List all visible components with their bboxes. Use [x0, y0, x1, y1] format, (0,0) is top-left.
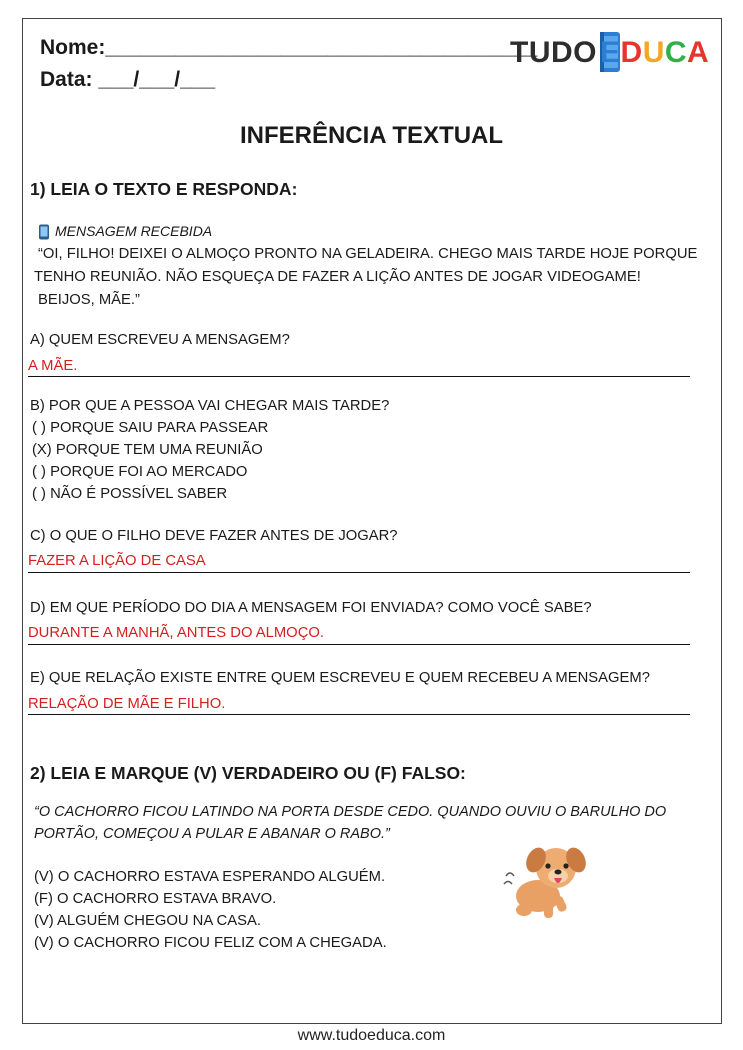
question-d: D) EM QUE PERÍODO DO DIA A MENSAGEM FOI ENVIADA? COMO VOCÊ SABE?: [30, 600, 592, 616]
logo-letter-d: D: [620, 36, 643, 69]
page-title: INFERÊNCIA TEXTUAL: [239, 122, 504, 149]
answer-line-e: [28, 714, 690, 715]
quote-line-1: “O CACHORRO FICOU LATINDO NA PORTA DESDE CEDO. QUANDO OUVIU O BARULHO DO: [34, 804, 667, 820]
message-line-3: BEIJOS, MÃE.”: [38, 292, 140, 308]
logo-letter-c: C: [664, 36, 688, 69]
message-line-1: “OI, FILHO! DEIXEI O ALMOÇO PRONTO NA GELADEIRA. CHEGO MAIS TARDE HOJE PORQUE: [38, 246, 698, 262]
message-label: MENSAGEM RECEBIDA: [55, 223, 213, 239]
logo-letter-e: E: [600, 36, 621, 69]
option-b-4: ( ) NÃO É POSSÍVEL SABER: [32, 486, 228, 502]
question-a: A) QUEM ESCREVEU A MENSAGEM?: [30, 332, 290, 348]
question-b: B) POR QUE A PESSOA VAI CHEGAR MAIS TARDE?: [30, 398, 390, 414]
puppy-illustration: [500, 840, 596, 924]
answer-c: FAZER A LIÇÃO DE CASA: [28, 553, 206, 569]
answer-a: A MÃE.: [28, 358, 78, 374]
question-c: C) O QUE O FILHO DEVE FAZER ANTES DE JOGAR?: [30, 528, 398, 544]
tudoeduca-logo: [510, 28, 720, 80]
footer-website: www.tudoeduca.com: [297, 1027, 446, 1044]
logo-letter-a: A: [687, 36, 710, 69]
logo-letter-u: U: [642, 36, 665, 69]
answer-line-a: [28, 376, 690, 377]
section-2-heading: 2) LEIA E MARQUE (V) VERDADEIRO OU (F) FALSO:: [30, 763, 466, 783]
question-e: E) QUE RELAÇÃO EXISTE ENTRE QUEM ESCREVEU E QUEM RECEBEU A MENSAGEM?: [30, 670, 650, 686]
option-b-1: ( ) PORQUE SAIU PARA PASSEAR: [32, 420, 269, 436]
message-line-2: TENHO REUNIÃO. NÃO ESQUEÇA DE FAZER A LIÇÃO ANTES DE JOGAR VIDEOGAME!: [34, 269, 641, 285]
logo-word-educa: [600, 36, 709, 70]
quote-line-2: PORTÃO, COMEÇOU A PULAR E ABANAR O RABO.”: [34, 826, 390, 842]
statement-2: (F) O CACHORRO ESTAVA BRAVO.: [34, 891, 277, 907]
answer-e: RELAÇÃO DE MÃE E FILHO.: [28, 696, 226, 712]
date-field-label: Data: ___/___/___: [40, 68, 216, 91]
option-b-3: ( ) PORQUE FOI AO MERCADO: [32, 464, 248, 480]
statement-4: (V) O CACHORRO FICOU FELIZ COM A CHEGADA.: [34, 935, 387, 951]
statement-1: (V) O CACHORRO ESTAVA ESPERANDO ALGUÉM.: [34, 869, 386, 885]
answer-line-c: [28, 572, 690, 573]
answer-line-d: [28, 644, 690, 645]
name-field-label: Nome:_____________________________________: [40, 36, 538, 59]
mobile-phone-icon: [38, 224, 50, 240]
statement-3: (V) ALGUÉM CHEGOU NA CASA.: [34, 913, 261, 929]
logo-word-tudo: TUDO: [510, 36, 597, 69]
answer-d: DURANTE A MANHÃ, ANTES DO ALMOÇO.: [28, 625, 324, 641]
option-b-2: (X) PORQUE TEM UMA REUNIÃO: [32, 442, 263, 458]
section-1-heading: 1) LEIA O TEXTO E RESPONDA:: [30, 179, 298, 199]
